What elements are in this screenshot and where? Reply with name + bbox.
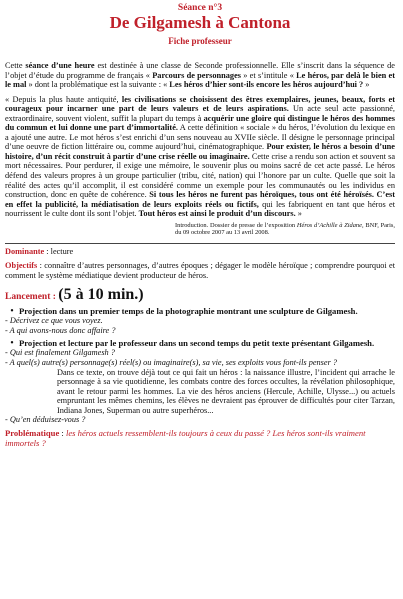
session-number: Séance n°3 [177, 3, 223, 13]
list-item: • Projection dans un premier temps de la photographie montrant une sculpture de Gilgamesh. [5, 307, 395, 317]
quote-source: Introduction. Dossier de presse de l’exposition Héros d’Achille à Zidane, BNF, Paris, du 09 octobre 2007 au 13 avril 2008. [175, 221, 395, 237]
question-describe: - Décrivez ce que vous voyez. [5, 316, 103, 326]
section-divider [5, 243, 395, 244]
problematique-question: les héros actuels ressemblent-ils toujours à ceux du passé ? Les héros sont-ils vraiment immortels ? [5, 428, 366, 449]
objectifs-paragraph: Objectifs : connaître d’autres personnages, d’autres époques ; dégager le modèle héroïque ; comprendre pourquoi et comment le système médiatique devient producteur de héros. [5, 260, 395, 280]
problematique-line: Problématique : les héros actuels ressemblent-ils toujours à ceux du passé ? Les héros sont-ils vraiment immortels ? [5, 428, 366, 449]
expected-answer: Dans ce texte, on trouve déjà tout ce qui fait un héros : la naissance illustre, l’incident qui arrache le personnage à sa vie quotidienne, les combats contre des forces occultes, la révélation philosophique, avant le retour parmi les hommes. La vie des héros anciens (Hercule, Achille, Ulysse...) ou actuels empruntant les mêmes chemins, les élèves ne devraient pas éprouver de difficultés pour citer Tarzan, Indiana Jones, Superman ou autre superhéros... [57, 367, 395, 415]
bullet-icon: • [10, 337, 14, 349]
dominante-line: Dominante : lecture [5, 246, 74, 256]
page-title: De Gilgamesh à Cantona [109, 13, 291, 32]
sheet-header [5, 3, 395, 47]
exhibition-quote: « Depuis la plus haute antiquité, les civilisations se choisissent des êtres exemplaires, jeunes, beaux, forts et courageux pour incarner une part de leurs valeurs et de leurs aspirations. Un acte seul acte passionné, extraordinaire, souvent violent, suffit la plupart du temps à acquérir une gloire qui distingue le héros des hommes du commun et lui donne une part d’immortalité. A cette définition « sociale » du héros, l’évolution du lexique en a ajouté une autre. Le mot héros s’est enrichi d’un sens nouveau au XVIIe siècle. Il désigne le personnage principal d’une oeuvre de fiction littéraire ou, comme aujourd’hui, cinématographique. Pour exister, le héros a besoin d’une histoire, d’un récit construit à partir d’une crise réelle ou imaginaire. Cette crise a rendu son action et souvent sa mort nécessaires. Pour perdurer, il exige une mémoire, le souvenir plus ou moins sacré de cet acte passé. Le héros défend des valeurs propres à un groupe particulier (tribu, cité, nation) qui l’honore par un culte. Quelle que soit la réalité des actes qu’il accomplit, il est considéré comme un exemple pour les communautés ou les individus en construction, donc en quête de cohérence. Si tous les héros ne furent pas héroïques, tous ont été héroïsés. C’est en effet la publicité, la médiatisation de leurs exploits réels ou fictifs, qui les fabriquent en tant que héros et nourrissent le culte dont ils sont l’objet. Tout héros est ainsi le produit d’un discours. » [5, 94, 396, 219]
intro-paragraph: Cette séance d’une heure est destinée à une classe de Seconde professionnelle. Elle s’inscrit dans la séquence de l’objet d’étude du programme de français « Parcours de personnages » et s’intitule « Le héros, par delà le bien et le mal » dont la problématique est la suivante : « Les héros d’hier sont-ils encore les héros aujourd’hui ? » [5, 61, 395, 90]
bullet-icon: • [10, 305, 14, 317]
question-who: - A qui avons-nous donc affaire ? [5, 325, 116, 335]
objectifs-label: Objectifs [5, 260, 38, 270]
list-item: • Projection et lecture par le professeur dans un second temps du petit texte présentant Gilgamesh. [5, 339, 395, 349]
question-identity: - Qui est finalement Gilgamesh ? [5, 348, 115, 358]
sheet-subtitle: Fiche professeur [168, 36, 232, 46]
dominante-label: Dominante [5, 246, 45, 256]
question-deduction: - Qu’en déduisez-vous ? [5, 415, 86, 425]
lancement-section [5, 286, 395, 426]
question-comparison: - A quel(s) autre(s) personnage(s) réel(s) ou imaginaire(s), sa vie, ses exploits vous font-ils penser ? [5, 357, 338, 367]
problematique-label: Problématique [5, 428, 60, 439]
lancement-heading: Lancement : (5 à 10 min.) [5, 285, 144, 303]
